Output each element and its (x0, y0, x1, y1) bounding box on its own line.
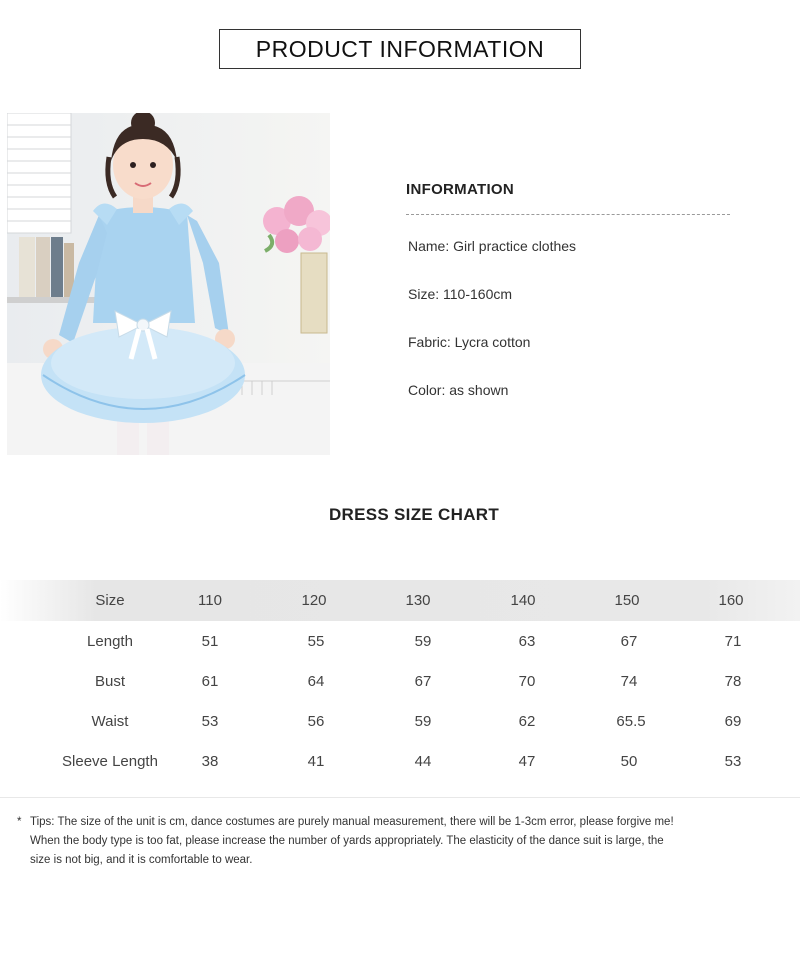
table-cell: 59 (414, 712, 432, 730)
table-row (0, 661, 800, 701)
info-color: Color: as shown (408, 382, 509, 398)
section-divider (0, 797, 800, 798)
info-name: Name: Girl practice clothes (408, 238, 577, 254)
row-label: Waist (91, 712, 129, 730)
table-cell: 78 (724, 672, 742, 690)
info-heading: INFORMATION (406, 181, 515, 198)
table-cell: 55 (307, 632, 325, 650)
table-cell: 56 (307, 712, 325, 730)
header-cell: Size (95, 592, 125, 609)
header-cell: 130 (405, 592, 431, 609)
row-label: Length (87, 632, 133, 650)
table-cell: 51 (201, 632, 219, 650)
header-cell: 150 (614, 592, 640, 609)
info-divider (406, 214, 730, 215)
table-row (0, 741, 800, 781)
table-row (0, 701, 800, 741)
tips-note (17, 813, 747, 870)
tips-line: size is not big, and it is comfortable to wear. (30, 854, 253, 866)
table-cell: 70 (518, 672, 536, 690)
tips-line: When the body type is too fat, please increase the number of yards appropriately. The elasticity of the dance suit is large, the (30, 835, 664, 847)
table-cell: 53 (201, 712, 219, 730)
asterisk-icon: * (17, 816, 22, 828)
header-cell: 120 (301, 592, 327, 609)
window-blinds (7, 113, 71, 233)
table-cell: 63 (518, 632, 536, 650)
table-cell: 62 (518, 712, 536, 730)
table-cell: 67 (620, 632, 638, 650)
size-chart-title: DRESS SIZE CHART (328, 505, 500, 524)
table-row (0, 621, 800, 661)
info-fabric: Fabric: Lycra cotton (408, 334, 531, 350)
table-cell: 74 (620, 672, 638, 690)
table-cell: 61 (201, 672, 219, 690)
info-size: Size: 110-160cm (408, 286, 513, 302)
header-cell: 110 (198, 592, 222, 609)
table-cell: 67 (414, 672, 432, 690)
page-title: PRODUCT INFORMATION (219, 29, 581, 69)
table-cell: 65.5 (616, 712, 646, 730)
table-cell: 59 (414, 632, 432, 650)
table-cell: 64 (307, 672, 325, 690)
header-cell: 140 (510, 592, 536, 609)
row-label: Sleeve Length (62, 752, 158, 770)
size-table (0, 580, 800, 781)
row-label: Bust (94, 672, 125, 690)
table-cell: 38 (201, 752, 219, 770)
table-cell: 47 (518, 752, 536, 770)
table-cell: 53 (724, 752, 742, 770)
tips-line: Tips: The size of the unit is cm, dance costumes are purely manual measurement, there will be 1-3cm error, please forgive me! (30, 816, 674, 828)
table-cell: 71 (724, 632, 742, 650)
header-cell: 160 (718, 592, 744, 609)
size-table-header (0, 580, 800, 621)
table-cell: 44 (414, 752, 432, 770)
table-cell: 69 (724, 712, 742, 730)
product-photo (7, 113, 330, 455)
table-cell: 41 (307, 752, 325, 770)
table-cell: 50 (620, 752, 638, 770)
